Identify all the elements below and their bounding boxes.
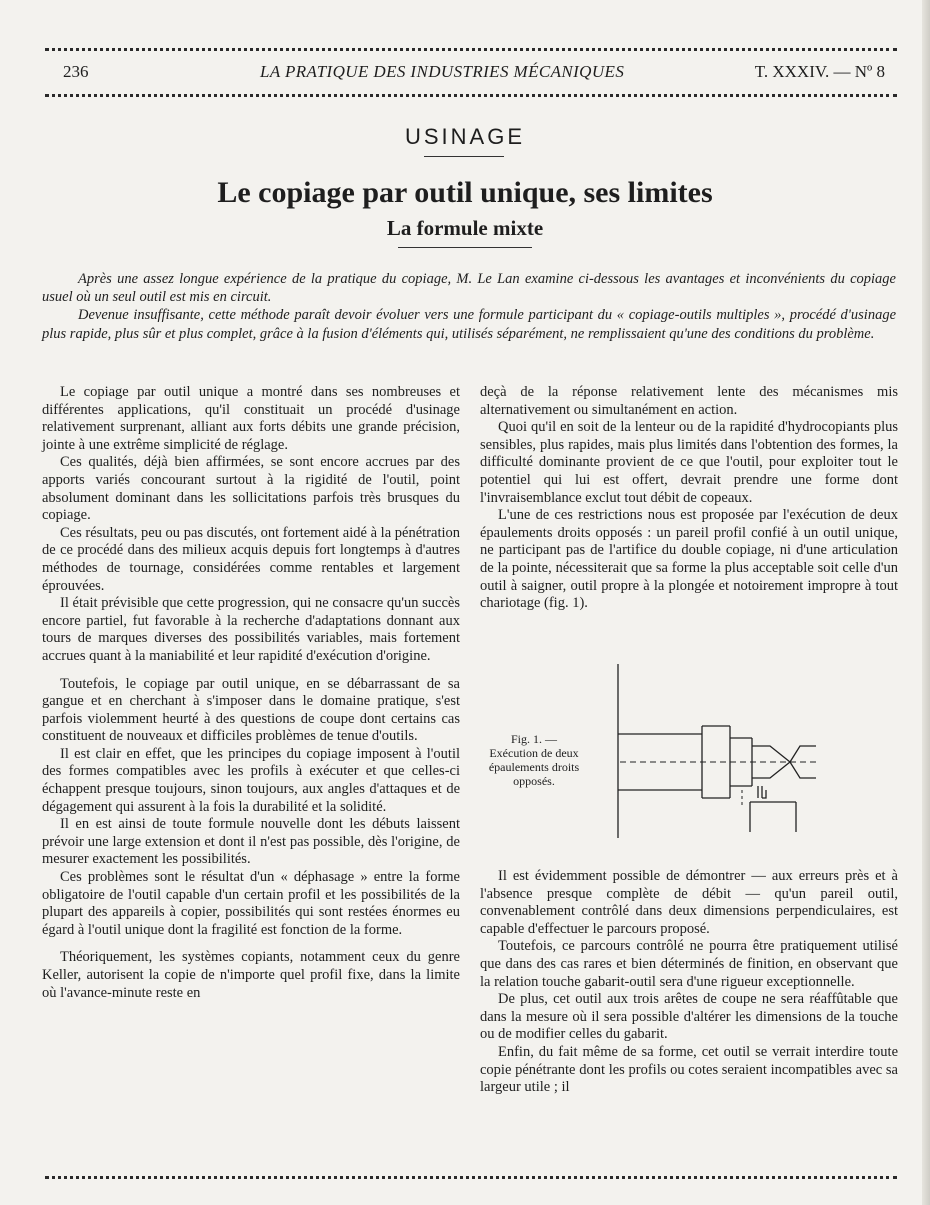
left-column: [42, 384, 460, 1002]
right-column-bottom: [480, 868, 898, 1097]
body-paragraph: Toutefois, le copiage par outil unique, en se débarrassant de sa gangue et en cherchant à s'imposer dans le domaine pratique, s'est parfois violemment heurté à des questions de coupe dont certains cas constituent de nouveaux et difficiles problèmes de tenue d'outils.: [42, 675, 460, 745]
abstract-paragraph: Après une assez longue expérience de la pratique du copiage, M. Le Lan examine ci-dessous les avantages et inconvénients du copiage usuel où un seul outil est mis en circuit.: [42, 271, 896, 306]
volume-number: T. XXXIV. — Nº 8: [754, 62, 885, 81]
article-subtitle: La formule mixte: [386, 216, 544, 240]
abstract-paragraph: Devenue insuffisante, cette méthode paraît devoir évoluer vers une formule participant du « copiage-outils multiples », procédé d'usinage plus rapide, plus sûr et plus complet, grâce à la fusion d'éléments qui, utilisés séparément, ne remplissaient qu'une des conditions du problème.: [42, 307, 896, 342]
header-dotted-rule: [45, 94, 897, 97]
body-paragraph: Théoriquement, les systèmes copiants, notamment ceux du genre Keller, autorisent la copie de n'importe quel profil fixe, dans la limite où l'avance-minute reste en: [42, 949, 460, 1001]
page-number: 236: [63, 62, 89, 81]
body-paragraph: Ces résultats, peu ou pas discutés, ont fortement aidé à la pénétration de ce procédé dans des milieux acquis depuis fort longtemps à d'autres méthodes de tournage, considérées comme rentables et largement éprouvées.: [42, 524, 460, 594]
top-dotted-rule: [45, 48, 897, 51]
body-paragraph: deçà de la réponse relativement lente des mécanismes mis alternativement ou simultanément en action.: [480, 384, 898, 418]
article-title: Le copiage par outil unique, ses limites: [217, 176, 713, 209]
running-head: [45, 60, 897, 84]
figure-1: [480, 662, 900, 862]
footer-dotted-rule: [45, 1176, 897, 1179]
body-paragraph: Enfin, du fait même de sa forme, cet outil se verrait interdire toute copie pénétrante dont les profils ou cotes seraient incompatibles avec sa largeur utile ; il: [480, 1043, 898, 1096]
body-paragraph: Ces problèmes sont le résultat d'un « déphasage » entre la forme obligatoire de l'outil capable d'un certain profil et les possibilités de la plupart des appareils à copier, possibilités qui sont restées énormes eu égard à l'outil unique dont la fragilité est fonction de la forme.: [42, 869, 460, 938]
body-paragraph: Le copiage par outil unique a montré dans ses nombreuses et différentes applications, qu'il constituait un procédé d'usinage relativement surprenant, alliant aux forts débits une grande précision, jointe à une extrême simplicité de réglage.: [42, 384, 460, 453]
figure-caption: Fig. 1. — Exécution de deux épaulements droits opposés.: [488, 732, 580, 788]
body-paragraph: Ces qualités, déjà bien affirmées, se sont encore accrues par des apports variés concourant surtout à la rigidité de l'outil, point absolument dominant dans les sollicitations parfois très brusques du copiage.: [42, 454, 460, 524]
body-paragraph: Il en est ainsi de toute formule nouvelle dont les débuts laissent prévoir une large extension et dont il n'est pas possible, dès l'origine, de mesurer exactement les possibilités.: [42, 816, 460, 868]
scan-edge: [922, 0, 930, 1205]
body-paragraph: Il est clair en effet, que les principes du copiage imposent à l'outil des formes compatibles avec les profils à exécuter et que celles-ci échappent presque toujours, sinon toujours, aux angles d'attaques et de dégagement qui assurent à la fois la durabilité et la solidité.: [42, 745, 460, 815]
right-column-top: [480, 384, 898, 613]
journal-title: LA PRATIQUE DES INDUSTRIES MÉCANIQUES: [260, 62, 625, 81]
body-paragraph: De plus, cet outil aux trois arêtes de coupe ne sera réaffûtable que dans la mesure où il sera possible d'altérer les dimensions de la touche ou de modifier celles du gabarit.: [480, 991, 898, 1043]
body-paragraph: Il était prévisible que cette progression, qui ne consacre qu'un succès encore partiel, fut favorable à la recherche d'adaptations donnant aux tours de marques diverses des possibilités variables, mais fortement accrues quant à la maniabilité et leur rapidité d'exécution d'origine.: [42, 595, 460, 664]
section-rule: [424, 156, 504, 157]
body-paragraph: L'une de ces restrictions nous est proposée par l'exécution de deux épaulements droits opposés : un pareil profil confié à un outil unique, ne participant pas de l'artifice du double copiage, ni d'une articulation de la pointe, nécessiterait que sa forme la plus acceptable soit celle d'un outil à saigner, outil propre à la plongée et notoirement impropre à tout chariotage (fig. 1).: [480, 507, 898, 612]
section-heading: USINAGE: [404, 124, 526, 149]
body-paragraph: Quoi qu'il en soit de la lenteur ou de la rapidité d'hydrocopiants plus sensibles, plus rapides, mais plus limités dans l'obtention des formes, la difficulté dominante provient de ce que l'outil, pour exploiter tout le potentiel qui lui est offert, devrait prendre une forme dont l'invraisemblance exclut tout débit de copeaux.: [480, 419, 898, 506]
abstract: [42, 270, 896, 343]
subtitle-rule: [398, 247, 532, 248]
body-paragraph: Il est évidemment possible de démontrer — aux erreurs près et à l'absence presque complète de débit — qu'un pareil outil, convenablement contrôlé dans deux dimensions perpendiculaires, est capable d'effectuer le parcours proposé.: [480, 868, 898, 937]
body-paragraph: Toutefois, ce parcours contrôlé ne pourra être pratiquement utilisé que dans des cas rares et bien déterminés de finition, en observant que la relation touche gabarit-outil sera d'une rigueur exceptionnelle.: [480, 938, 898, 990]
shoulder-diagram: [480, 662, 900, 862]
